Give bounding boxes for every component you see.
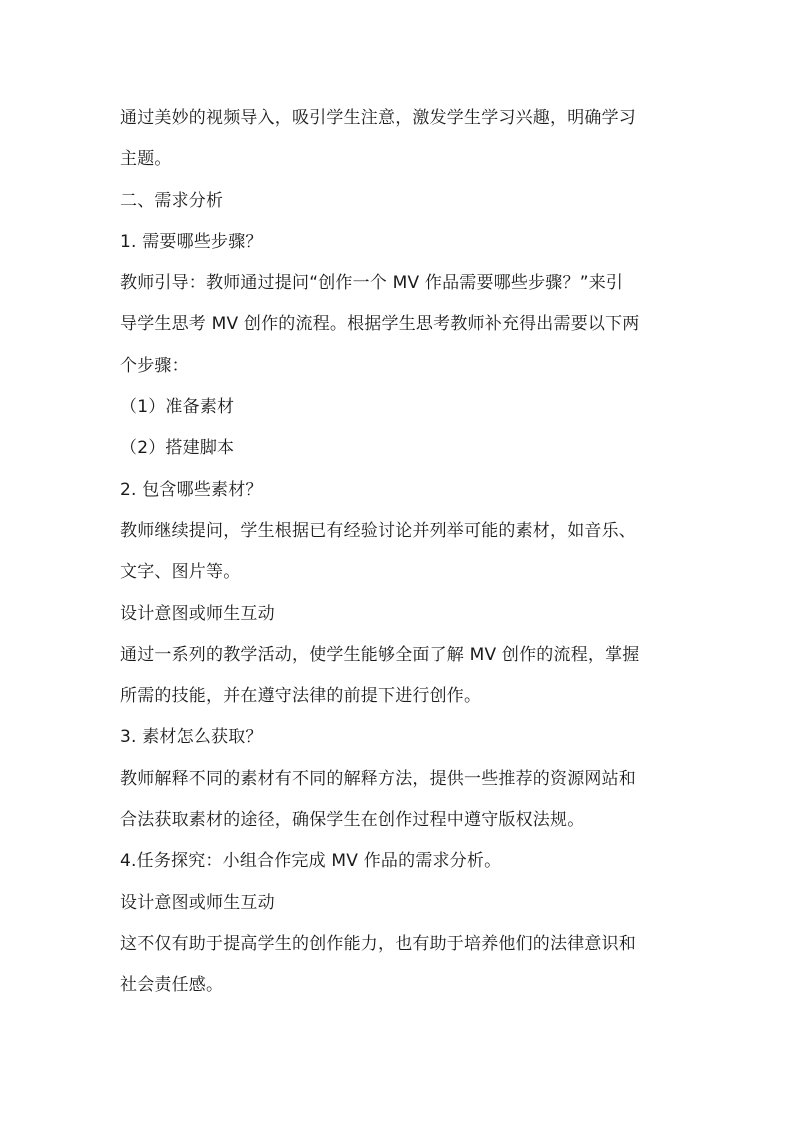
document-body [120,98,690,1007]
paragraph-line: 主题。 [120,149,172,170]
paragraph-line: 合法获取素材的途径，确保学生在创作过程中遵守版权法规。 [120,810,585,831]
paragraph-line: 文字、图片等。 [120,562,241,583]
list-item: （1）准备素材 [120,397,235,418]
numbered-heading: 3. 素材怎么获取？ [120,727,263,748]
numbered-heading: 4.任务探究：小组合作完成 MV 作品的需求分析。 [120,851,502,872]
paragraph-line: 通过美妙的视频导入，吸引学生注意，激发学生学习兴趣，明确学习 [120,108,636,128]
paragraph-line: 社会责任感。 [120,975,224,996]
paragraph-line: 个步骤： [120,355,189,376]
paragraph-line: 导学生思考 MV 创作的流程。根据学生思考教师补充得出需要以下两 [120,314,640,335]
section-heading: 二、需求分析 [120,190,224,211]
subheading: 设计意图或师生互动 [120,603,275,624]
list-item: （2）搭建脚本 [120,438,235,459]
subheading: 设计意图或师生互动 [120,892,275,913]
paragraph-line: 通过一系列的教学活动，使学生能够全面了解 MV 创作的流程，掌握 [120,644,640,665]
paragraph-line: 教师继续提问，学生根据已有经验讨论并列举可能的素材，如音乐、 [120,520,636,541]
paragraph-line: 教师解释不同的素材有不同的解释方法，提供一些推荐的资源网站和 [120,768,636,789]
paragraph-line: 教师引导：教师通过提问“创作一个 MV 作品需要哪些步骤？”来引 [120,273,624,294]
paragraph-line: 这不仅有助于提高学生的创作能力，也有助于培养他们的法律意识和 [120,933,636,954]
numbered-heading: 1. 需要哪些步骤？ [120,231,263,252]
paragraph-line: 所需的技能，并在遵守法律的前提下进行创作。 [120,686,482,707]
numbered-heading: 2. 包含哪些素材？ [120,479,263,500]
